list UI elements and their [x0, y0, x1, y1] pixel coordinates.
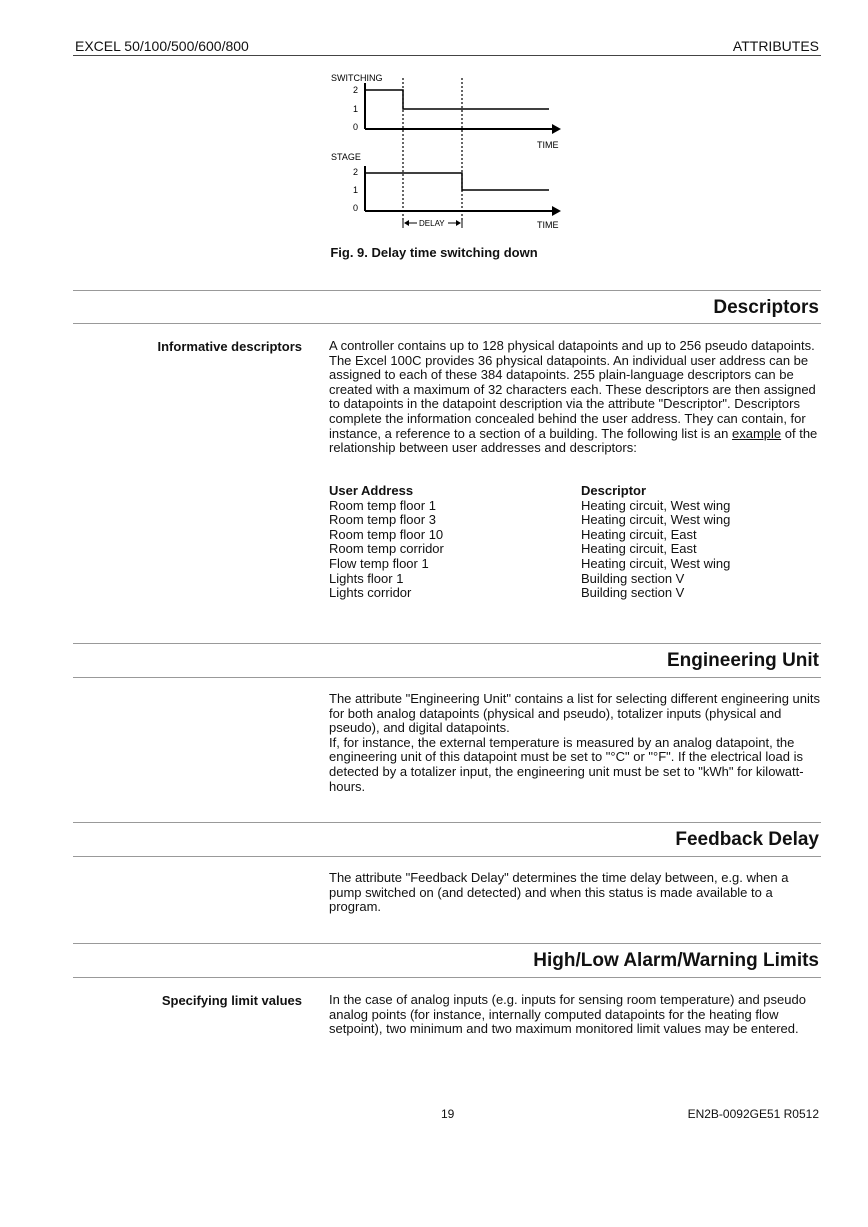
user-address-cell: Room temp floor 1: [329, 497, 436, 513]
y-tick-1-bottom: 1: [353, 185, 359, 195]
table-row: [329, 586, 821, 601]
section-rule-bottom: [73, 323, 821, 324]
y-tick-0-bottom: 0: [353, 203, 359, 213]
y-tick-1-top: 1: [353, 104, 359, 114]
user-address-cell: Room temp floor 10: [329, 526, 444, 542]
delay-label: DELAY: [419, 219, 445, 228]
user-address-cell: Room temp floor 3: [329, 512, 436, 528]
limits-paragraph: In the case of analog inputs (e.g. inputs for sensing room temperature) and pseudo analog points (for instance, internally computed datapoints for the heating flow setpoint), two minimum and two maximum monitored limit values may be entered.: [329, 992, 806, 1037]
user-address-cell: Room temp corridor: [329, 541, 444, 557]
table-row: [329, 528, 821, 543]
example-link: example: [732, 425, 782, 441]
descriptor-table: [329, 484, 821, 601]
engineering-unit-para-2: If, for instance, the external temperature is measured by an analog datapoint, the engineering unit of this datapoint must be set to "°C" or "°F". If the electrical load is detected by a totalizer input, the engineering unit must be set to "kWh" for kilowatt-hours.: [329, 734, 804, 794]
section-title-descriptors: Descriptors: [713, 297, 819, 318]
table-header-row: [329, 484, 821, 499]
user-address-cell: Lights floor 1: [329, 570, 404, 586]
running-header-right: ATTRIBUTES: [732, 38, 819, 54]
section-title-engineering-unit: Engineering Unit: [667, 650, 819, 671]
y-tick-2-bottom: 2: [353, 167, 359, 177]
header-rule: [73, 55, 821, 56]
table-row: [329, 557, 821, 572]
figure-caption: Fig. 9. Delay time switching down: [330, 245, 538, 260]
section-title-feedback-delay: Feedback Delay: [675, 829, 819, 850]
column-header-descriptor: Descriptor: [581, 483, 647, 498]
engineering-unit-para-1: The attribute "Engineering Unit" contains a list for selecting different engineering units for both analog datapoints (physical and pseudo), totalizer inputs (physical and pseudo), and digital datapoints.: [329, 691, 820, 736]
user-address-cell: Lights corridor: [329, 585, 412, 601]
side-label-informative-descriptors: Informative descriptors: [157, 339, 302, 354]
descriptor-cell: Heating circuit, East: [581, 541, 697, 557]
section-rule-bottom: [73, 677, 821, 678]
section-rule-bottom: [73, 977, 821, 978]
side-label-specifying-limit-values: Specifying limit values: [161, 993, 302, 1008]
table-row: [329, 572, 821, 587]
descriptor-cell: Heating circuit, East: [581, 526, 697, 542]
section-rule-top: [73, 643, 821, 644]
section-rule-top: [73, 822, 821, 823]
document-code: EN2B-0092GE51 R0512: [687, 1107, 819, 1121]
descriptor-cell: Heating circuit, West wing: [581, 555, 731, 571]
y-tick-2-top: 2: [353, 85, 359, 95]
descriptor-cell: Heating circuit, West wing: [581, 512, 731, 528]
time-label-top: TIME: [537, 140, 559, 150]
descriptor-cell: Building section V: [581, 570, 685, 586]
section-title-limits: High/Low Alarm/Warning Limits: [533, 950, 819, 971]
table-row: [329, 513, 821, 528]
engineering-unit-paragraph: [329, 692, 821, 794]
section-rule-top: [73, 943, 821, 944]
switching-label: SWITCHING: [331, 73, 383, 83]
table-row: [329, 499, 821, 514]
section-rule-top: [73, 290, 821, 291]
delay-diagram: [327, 68, 567, 238]
descriptors-paragraph: A controller contains up to 128 physical datapoints and up to 256 pseudo datapoints. The Excel 100C provides 36 physical datapoints. An individual user address can be assigned to each of these 384 datapoints. 255 plain-language descriptors can be created with a maximum of 32 characters each. These descriptors are then assigned to datapoints in the datapoint description via the attribute "Descriptor". Descriptors complete the information concealed behind the user address. They can contain, for instance, a reference to a section of a building. The following list is an example of the relationship between user addresses and descriptors:: [329, 338, 818, 456]
running-header-left: EXCEL 50/100/500/600/800: [75, 38, 249, 54]
table-row: [329, 542, 821, 557]
feedback-delay-paragraph: The attribute "Feedback Delay" determines the time delay between, e.g. when a pump switched on (and detected) and when this status is made available to a program.: [329, 870, 789, 915]
descriptor-cell: Building section V: [581, 585, 685, 601]
user-address-cell: Flow temp floor 1: [329, 555, 429, 571]
y-tick-0-top: 0: [353, 122, 359, 132]
stage-label: STAGE: [331, 152, 361, 162]
page-number: 19: [441, 1107, 455, 1121]
column-header-user-address: User Address: [329, 483, 414, 498]
descriptor-cell: Heating circuit, West wing: [581, 497, 731, 513]
time-label-bottom: TIME: [537, 220, 559, 230]
section-rule-bottom: [73, 856, 821, 857]
